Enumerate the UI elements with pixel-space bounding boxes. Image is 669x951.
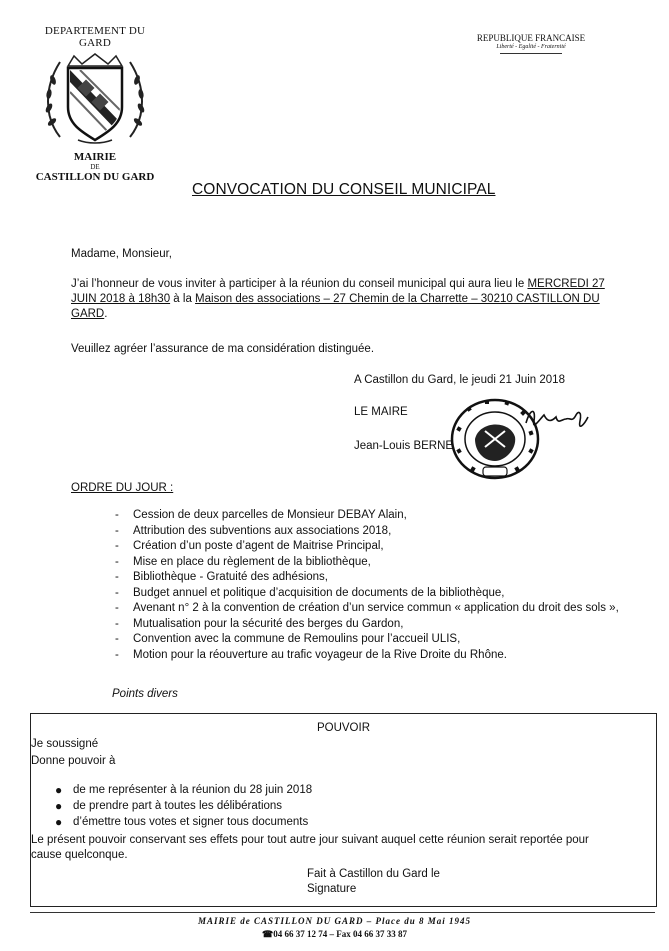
republic-motto: Liberté - Egalité - Fraternité: [496, 44, 566, 50]
agenda-item: - Budget annuel et politique d’acquisition de documents de la bibliothèque,: [115, 586, 505, 599]
header-left: [30, 25, 160, 183]
mairie-label: MAIRIE: [73, 151, 117, 163]
republic-label: REPUBLIQUE FRANCAISE: [476, 33, 586, 43]
agenda-item: - Motion pour la réouverture au trafic voyageur de la Rive Droite du Rhône.: [115, 648, 507, 661]
signature-label: Signature: [307, 883, 357, 895]
pouvoir-box: [30, 713, 657, 907]
agenda-item: - Création d’un poste d’agent de Maitrise Principal,: [115, 540, 384, 552]
header-right: [466, 33, 596, 54]
pouvoir-bullet: ● d’émettre tous votes et signer tous documents: [55, 815, 309, 829]
footer-divider: [30, 912, 655, 913]
motto-underline: [500, 53, 562, 54]
meeting-place: Maison des associations – 27 Chemin de la Charrette – 30210 CASTILLON DU GARD: [71, 293, 600, 320]
invitation-end: .: [104, 308, 108, 320]
pouvoir-bullets: [49, 782, 609, 830]
agenda-list: [115, 508, 620, 663]
place-date: A Castillon du Gard, le jeudi 21 Juin 2018: [354, 374, 565, 386]
agenda-heading: ORDRE DU JOUR :: [71, 482, 174, 494]
mayor-role: LE MAIRE: [354, 406, 408, 418]
agenda-item: - Convention avec la commune de Remoulins pour l’accueil ULIS,: [115, 633, 461, 645]
agenda-item: - Mutualisation pour la sécurité des berges du Gardon,: [115, 617, 404, 630]
pouvoir-bullet: ● de prendre part à toutes les délibérations: [55, 799, 283, 813]
points-divers: Points divers: [112, 688, 178, 700]
invitation-mid: à la: [170, 293, 196, 305]
footer-address: MAIRIE de CASTILLON DU GARD – Place du 8 Mai 1945: [197, 916, 471, 926]
pouvoir-undersigned: Je soussigné: [31, 738, 99, 750]
invitation-paragraph: [71, 277, 621, 322]
pouvoir-title: POUVOIR: [316, 722, 371, 734]
agenda-item: - Mise en place du règlement de la bibliothèque,: [115, 555, 371, 568]
coat-of-arms-icon: [40, 52, 150, 147]
made-at-line: Fait à Castillon du Gard le: [307, 868, 440, 880]
agenda-item: - Avenant n° 2 à la convention de création d’un service commun « application du droit des sols »,: [115, 602, 619, 614]
agenda-item: - Cession de deux parcelles de Monsieur DEBAY Alain,: [115, 509, 407, 521]
pouvoir-bullet: ● de me représenter à la réunion du 28 juin 2018: [55, 783, 313, 797]
department-name: DEPARTEMENT DU GARD: [44, 25, 146, 49]
town-name: CASTILLON DU GARD: [35, 171, 155, 183]
salutation: Madame, Monsieur,: [71, 248, 172, 260]
handwritten-signature-icon: [522, 403, 592, 437]
pouvoir-gives-power: Donne pouvoir à: [31, 755, 116, 767]
pouvoir-statement: Le présent pouvoir conservant ses effets pour tout autre jour suivant auquel cette réunion serait reportée pour cause quelconque.: [31, 834, 589, 861]
agenda-item: - Attribution des subventions aux associations 2018,: [115, 524, 392, 537]
page-title: CONVOCATION DU CONSEIL MUNICIPAL: [192, 181, 496, 198]
de-label: DE: [90, 163, 100, 171]
footer-contacts: ☎04 66 37 12 74 – Fax 04 66 37 33 87: [262, 929, 407, 939]
meeting-date: MERCREDI 27 JUIN 2018 à 18h30: [71, 278, 605, 305]
closing-line: Veuillez agréer l’assurance de ma considération distinguée.: [71, 343, 375, 355]
phone-icon: ☎: [262, 929, 274, 939]
mayor-name: Jean-Louis BERNE: [354, 440, 454, 452]
agenda-item: - Bibliothèque - Gratuité des adhésions,: [115, 571, 328, 583]
invitation-intro: J’ai l’honneur de vous inviter à participer à la réunion du conseil municipal qui aura lieu le: [71, 278, 528, 290]
